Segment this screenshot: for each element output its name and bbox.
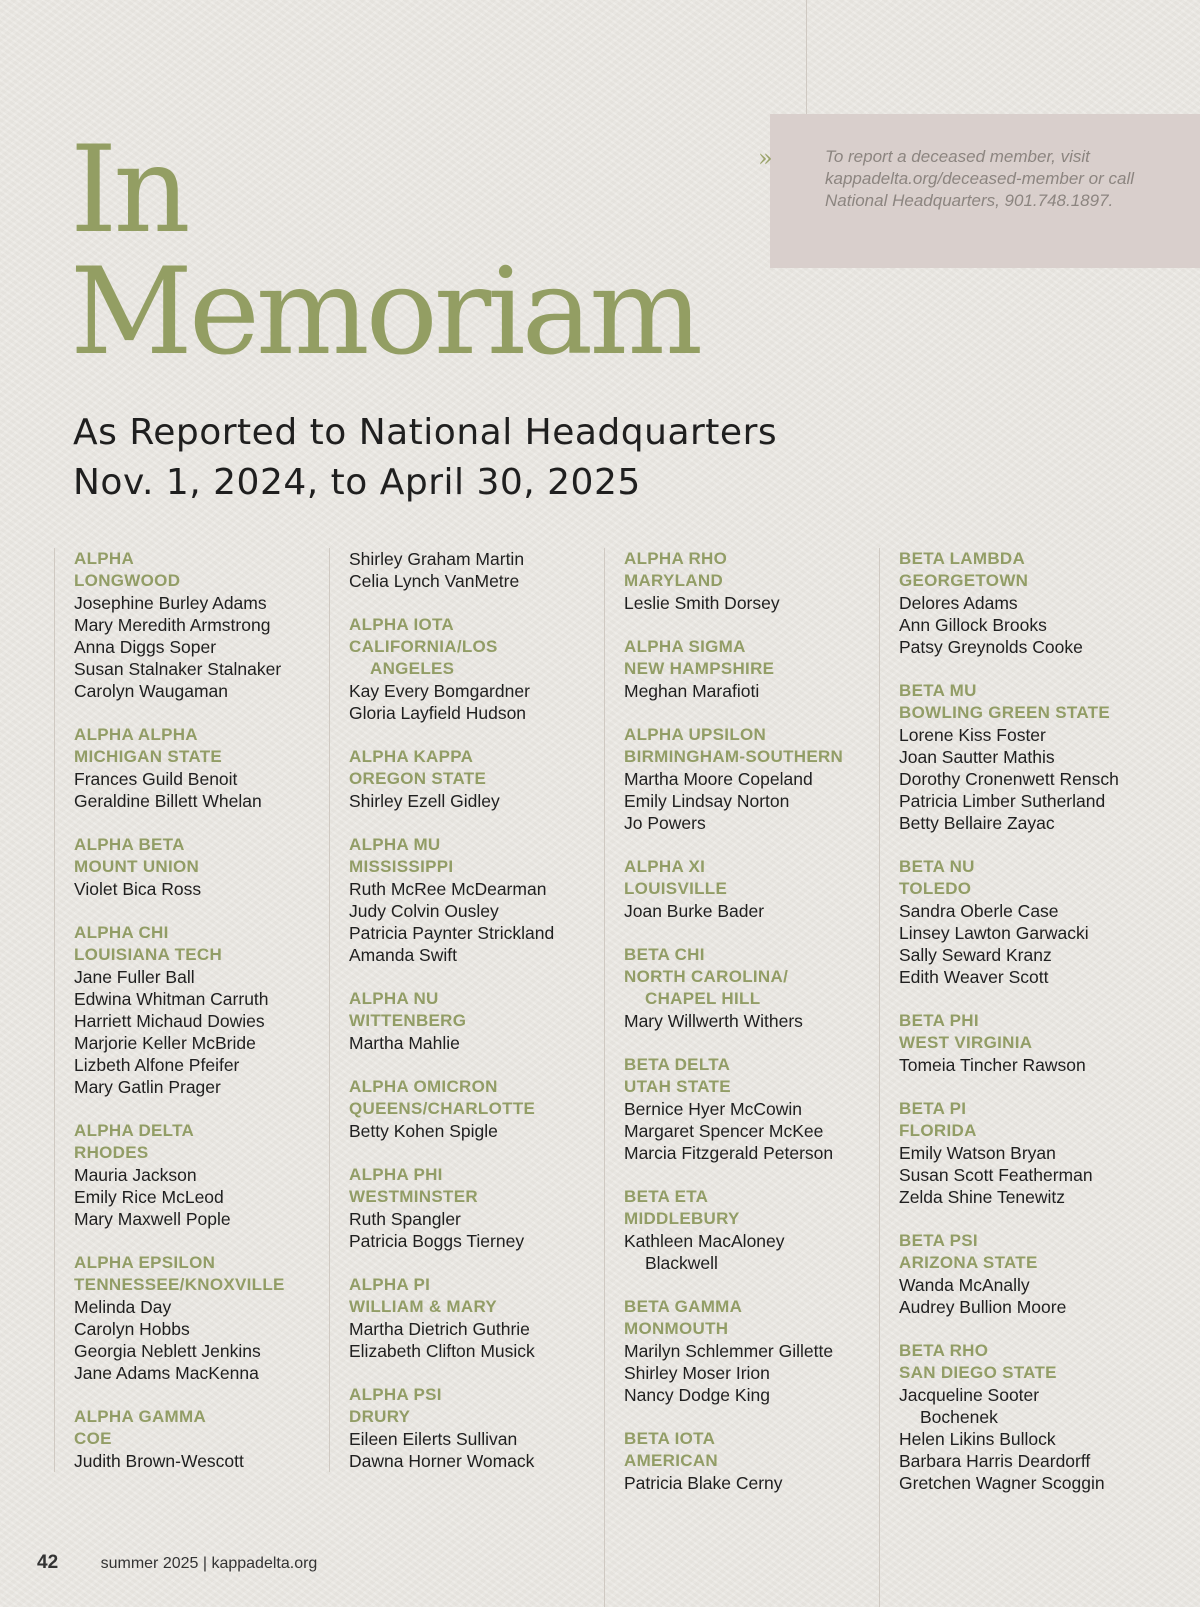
member-name: Linsey Lawton Garwacki — [899, 923, 1089, 943]
chapter-group — [349, 988, 601, 1054]
member-name: Celia Lynch VanMetre — [349, 571, 520, 591]
chapter-group — [899, 856, 1151, 988]
school-name: MONMOUTH — [624, 1319, 729, 1338]
chapter-group — [349, 1164, 601, 1252]
member-name: Marcia Fitzgerald Peterson — [624, 1143, 834, 1163]
chapter-name: ALPHA NU — [349, 989, 439, 1008]
member-name: Mary Maxwell Pople — [74, 1209, 231, 1229]
member-name: Martha Dietrich Guthrie — [349, 1319, 530, 1339]
chapter-group — [624, 1428, 876, 1494]
chapter-group — [74, 1406, 326, 1472]
school-name: COE — [74, 1429, 112, 1448]
chapter-name: ALPHA PHI — [349, 1165, 443, 1184]
chapter-name: BETA CHI — [624, 945, 705, 964]
chapter-name: ALPHA CHI — [74, 923, 169, 942]
member-name: Anna Diggs Soper — [74, 637, 217, 657]
chapter-name: ALPHA BETA — [74, 835, 185, 854]
member-name: Mary Meredith Armstrong — [74, 615, 271, 635]
chapter-name: BETA PI — [899, 1099, 967, 1118]
memorial-column-2 — [329, 548, 601, 1472]
member-name: Gretchen Wagner Scoggin — [899, 1473, 1105, 1493]
chapter-name: BETA GAMMA — [624, 1297, 743, 1316]
member-name: Bernice Hyer McCowin — [624, 1099, 802, 1119]
chapter-group — [349, 614, 601, 724]
chapter-name: ALPHA PSI — [349, 1385, 442, 1404]
chapter-group — [624, 636, 876, 702]
chapter-group — [899, 1340, 1151, 1494]
top-divider-line — [806, 0, 807, 114]
school-name: WESTMINSTER — [349, 1187, 478, 1206]
member-name-continued: Bochenek — [920, 1407, 998, 1427]
chapter-name: BETA ETA — [624, 1187, 709, 1206]
school-name: GEORGETOWN — [899, 571, 1029, 590]
memorial-column-3 — [604, 548, 876, 1607]
member-name: Delores Adams — [899, 593, 1018, 613]
school-name: TOLEDO — [899, 879, 972, 898]
member-name: Jacqueline Sooter — [899, 1385, 1040, 1405]
chapter-group — [899, 548, 1151, 658]
chapter-group — [899, 1230, 1151, 1318]
chapter-group — [74, 1252, 326, 1384]
school-name: DRURY — [349, 1407, 411, 1426]
chapter-group — [624, 1054, 876, 1164]
member-name: Jane Fuller Ball — [74, 967, 195, 987]
title-line-1: In — [70, 121, 187, 260]
chapter-name: ALPHA MU — [349, 835, 441, 854]
member-name: Shirley Moser Irion — [624, 1363, 770, 1383]
member-name: Emily Lindsay Norton — [624, 791, 790, 811]
member-name: Joan Sautter Mathis — [899, 747, 1055, 767]
member-name: Sally Seward Kranz — [899, 945, 1052, 965]
chapter-name: BETA IOTA — [624, 1429, 716, 1448]
member-name: Sandra Oberle Case — [899, 901, 1059, 921]
chapter-name: ALPHA OMICRON — [349, 1077, 498, 1096]
member-name: Josephine Burley Adams — [74, 593, 267, 613]
school-name: AMERICAN — [624, 1451, 719, 1470]
member-name: Patricia Blake Cerny — [624, 1473, 783, 1493]
school-name: CALIFORNIA/LOS — [349, 637, 498, 656]
member-name: Betty Kohen Spigle — [349, 1121, 498, 1141]
chapter-name: ALPHA SIGMA — [624, 637, 746, 656]
school-name-continued: ANGELES — [370, 659, 455, 678]
chapter-group — [349, 1274, 601, 1362]
member-name: Kay Every Bomgardner — [349, 681, 530, 701]
chapter-name: BETA PHI — [899, 1011, 979, 1030]
school-name: NORTH CAROLINA/ — [624, 967, 789, 986]
title-line-2: Memoriam — [70, 243, 699, 382]
chapter-group — [74, 724, 326, 812]
school-name: RHODES — [74, 1143, 149, 1162]
member-name: Patsy Greynolds Cooke — [899, 637, 1083, 657]
chapter-group — [349, 548, 601, 592]
school-name: WILLIAM & MARY — [349, 1297, 498, 1316]
school-name: OREGON STATE — [349, 769, 487, 788]
member-name: Mary Willwerth Withers — [624, 1011, 803, 1031]
member-name: Barbara Harris Deardorff — [899, 1451, 1091, 1471]
chapter-group — [624, 944, 876, 1032]
page-subtitle — [73, 408, 777, 508]
school-name: FLORIDA — [899, 1121, 977, 1140]
school-name-continued: CHAPEL HILL — [645, 989, 761, 1008]
member-name: Helen Likins Bullock — [899, 1429, 1056, 1449]
page-title — [70, 121, 699, 382]
member-name: Emily Rice McLeod — [74, 1187, 224, 1207]
school-name: SAN DIEGO STATE — [899, 1363, 1057, 1382]
member-name: Marilyn Schlemmer Gillette — [624, 1341, 834, 1361]
member-name: Susan Scott Featherman — [899, 1165, 1093, 1185]
chapter-name: ALPHA ALPHA — [74, 725, 198, 744]
chapter-name: ALPHA RHO — [624, 549, 728, 568]
member-name: Ann Gillock Brooks — [899, 615, 1047, 635]
memorial-column-4 — [879, 548, 1151, 1607]
chapter-name: BETA LAMBDA — [899, 549, 1026, 568]
member-name: Wanda McAnally — [899, 1275, 1030, 1295]
member-name: Jo Powers — [624, 813, 706, 833]
chapter-name: ALPHA KAPPA — [349, 747, 474, 766]
chapter-name: ALPHA DELTA — [74, 1121, 195, 1140]
member-name: Edith Weaver Scott — [899, 967, 1049, 987]
member-name: Marjorie Keller McBride — [74, 1033, 256, 1053]
member-name: Dorothy Cronenwett Rensch — [899, 769, 1119, 789]
notice-text: To report a deceased member, visit kappadelta.org/deceased-member or call National Headquarters, 901.748.1897. — [825, 147, 1135, 210]
chapter-name: BETA DELTA — [624, 1055, 731, 1074]
chapter-name: BETA NU — [899, 857, 975, 876]
chapter-group — [899, 680, 1151, 834]
member-name: Gloria Layfield Hudson — [349, 703, 527, 723]
member-name: Melinda Day — [74, 1297, 172, 1317]
member-name: Tomeia Tincher Rawson — [899, 1055, 1086, 1075]
member-name: Lizbeth Alfone Pfeifer — [74, 1055, 240, 1075]
member-name: Georgia Neblett Jenkins — [74, 1341, 261, 1361]
member-name: Mary Gatlin Prager — [74, 1077, 221, 1097]
school-name: LOUISVILLE — [624, 879, 728, 898]
chapter-group — [899, 1010, 1151, 1076]
chapter-name: BETA MU — [899, 681, 977, 700]
chapter-group — [349, 1384, 601, 1472]
chapter-name: ALPHA GAMMA — [74, 1407, 207, 1426]
member-name: Martha Moore Copeland — [624, 769, 813, 789]
member-name: Emily Watson Bryan — [899, 1143, 1056, 1163]
member-name: Leslie Smith Dorsey — [624, 593, 780, 613]
chapter-group — [74, 834, 326, 900]
member-name: Mauria Jackson — [74, 1165, 197, 1185]
subtitle-line-1: As Reported to National Headquarters — [73, 412, 778, 453]
school-name: MISSISSIPPI — [349, 857, 454, 876]
school-name: MICHIGAN STATE — [74, 747, 223, 766]
member-name: Elizabeth Clifton Musick — [349, 1341, 535, 1361]
chapter-group — [349, 834, 601, 966]
chapter-name: BETA PSI — [899, 1231, 978, 1250]
school-name: ARIZONA STATE — [899, 1253, 1038, 1272]
member-name: Audrey Bullion Moore — [899, 1297, 1067, 1317]
chapter-group — [899, 1098, 1151, 1208]
member-name: Ruth Spangler — [349, 1209, 461, 1229]
member-name: Betty Bellaire Zayac — [899, 813, 1055, 833]
member-name: Patricia Boggs Tierney — [349, 1231, 525, 1251]
page-number: 42 — [37, 1552, 59, 1573]
chapter-group — [624, 856, 876, 922]
chapter-group — [74, 1120, 326, 1230]
school-name: QUEENS/CHARLOTTE — [349, 1099, 536, 1118]
member-name: Jane Adams MacKenna — [74, 1363, 259, 1383]
footer-text: summer 2025 | kappadelta.org — [100, 1555, 318, 1572]
chapter-group — [349, 746, 601, 812]
member-name: Shirley Graham Martin — [349, 549, 525, 569]
member-name: Judith Brown-Wescott — [74, 1451, 244, 1471]
member-name: Geraldine Billett Whelan — [74, 791, 262, 811]
member-name: Susan Stalnaker Stalnaker — [74, 659, 282, 679]
school-name: MARYLAND — [624, 571, 724, 590]
chapter-group — [624, 724, 876, 834]
member-name: Ruth McRee McDearman — [349, 879, 547, 899]
member-name: Edwina Whitman Carruth — [74, 989, 269, 1009]
page-footer — [37, 1552, 317, 1574]
school-name: MIDDLEBURY — [624, 1209, 740, 1228]
chapter-name: ALPHA PI — [349, 1275, 431, 1294]
school-name: UTAH STATE — [624, 1077, 731, 1096]
member-name: Patricia Paynter Strickland — [349, 923, 555, 943]
member-name: Zelda Shine Tenewitz — [899, 1187, 1066, 1207]
chapter-name: BETA RHO — [899, 1341, 989, 1360]
member-name: Dawna Horner Womack — [349, 1451, 535, 1471]
chapter-group — [74, 922, 326, 1098]
chapter-group — [74, 548, 326, 702]
member-name: Eileen Eilerts Sullivan — [349, 1429, 518, 1449]
member-name: Lorene Kiss Foster — [899, 725, 1046, 745]
member-name: Martha Mahlie — [349, 1033, 460, 1053]
chapter-name: ALPHA EPSILON — [74, 1253, 216, 1272]
member-name: Patricia Limber Sutherland — [899, 791, 1106, 811]
school-name: WEST VIRGINIA — [899, 1033, 1033, 1052]
chapter-group — [349, 1076, 601, 1142]
chapter-name: ALPHA XI — [624, 857, 706, 876]
double-chevron-icon: » — [758, 144, 770, 172]
member-name: Meghan Marafioti — [624, 681, 760, 701]
chapter-group — [624, 548, 876, 614]
member-name-continued: Blackwell — [645, 1253, 718, 1273]
school-name: WITTENBERG — [349, 1011, 467, 1030]
chapter-group — [624, 1296, 876, 1406]
member-name: Joan Burke Bader — [624, 901, 765, 921]
member-name: Amanda Swift — [349, 945, 457, 965]
school-name: MOUNT UNION — [74, 857, 200, 876]
member-name: Shirley Ezell Gidley — [349, 791, 500, 811]
member-name: Judy Colvin Ousley — [349, 901, 499, 921]
member-name: Kathleen MacAloney — [624, 1231, 785, 1251]
member-name: Carolyn Hobbs — [74, 1319, 190, 1339]
school-name: LONGWOOD — [74, 571, 181, 590]
chapter-name: ALPHA — [74, 549, 135, 568]
member-name: Margaret Spencer McKee — [624, 1121, 824, 1141]
member-name: Frances Guild Benoit — [74, 769, 238, 789]
school-name: BIRMINGHAM-SOUTHERN — [624, 747, 844, 766]
chapter-name: ALPHA UPSILON — [624, 725, 767, 744]
subtitle-line-2: Nov. 1, 2024, to April 30, 2025 — [73, 462, 641, 503]
school-name: BOWLING GREEN STATE — [899, 703, 1110, 722]
school-name: LOUISIANA TECH — [74, 945, 223, 964]
school-name: TENNESSEE/KNOXVILLE — [74, 1275, 285, 1294]
chapter-name: ALPHA IOTA — [349, 615, 454, 634]
member-name: Nancy Dodge King — [624, 1385, 770, 1405]
chapter-group — [624, 1186, 876, 1274]
memorial-column-1 — [54, 548, 326, 1472]
member-name: Carolyn Waugaman — [74, 681, 229, 701]
school-name: NEW HAMPSHIRE — [624, 659, 775, 678]
member-name: Harriett Michaud Dowies — [74, 1011, 265, 1031]
member-name: Violet Bica Ross — [74, 879, 202, 899]
